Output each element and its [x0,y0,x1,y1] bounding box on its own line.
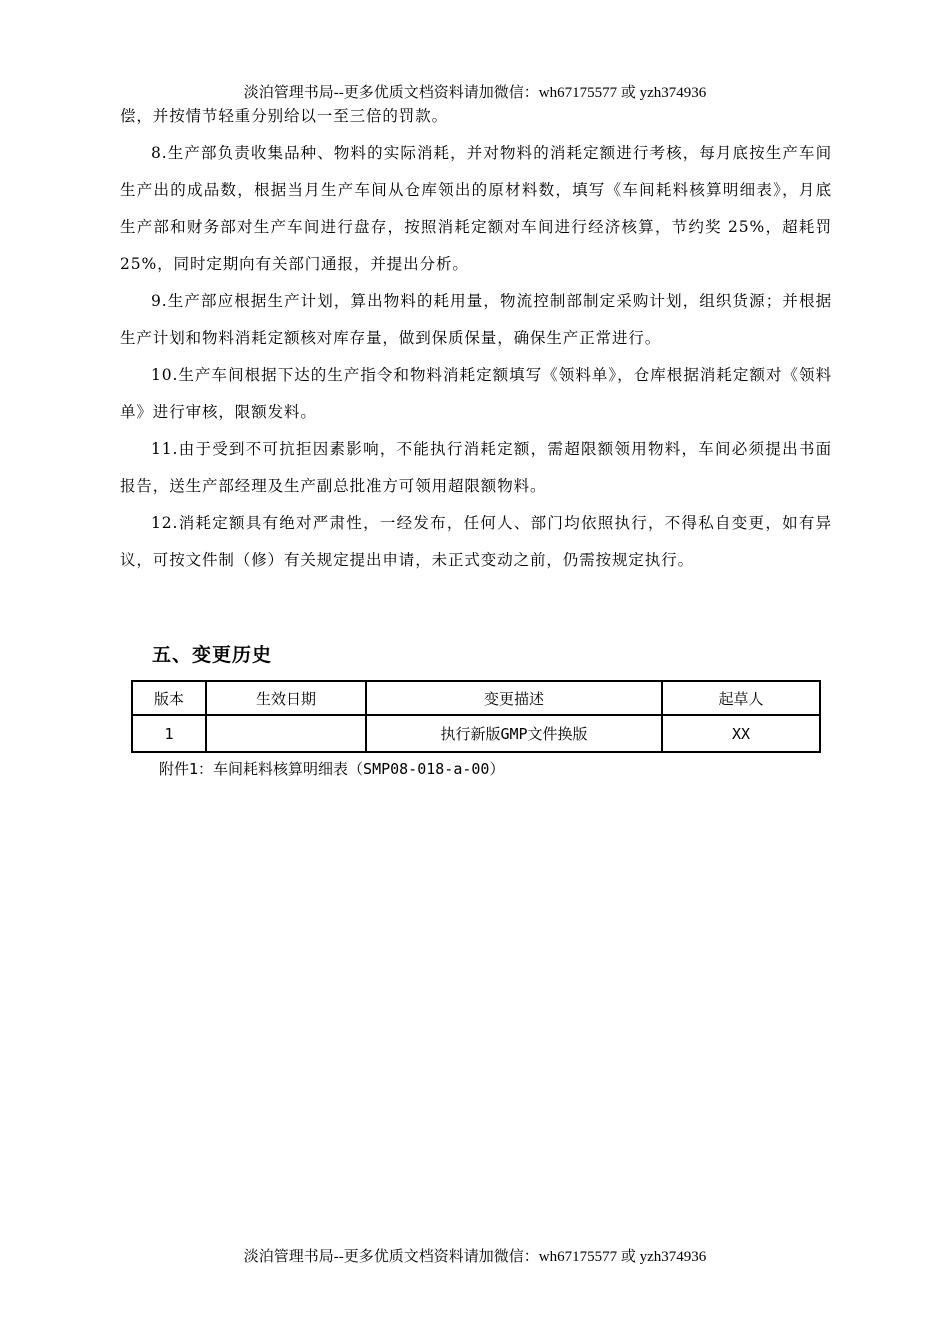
cell-version: 1 [132,715,206,752]
header-version: 版本 [132,681,206,715]
paragraph-item-9: 9.生产部应根据生产计划，算出物料的耗用量，物流控制部制定采购计划，组织货源；并根据生产计划和物料消耗定额核对库存量，做到保质保量，确保生产正常进行。 [120,292,832,347]
cell-change-description: 执行新版GMP文件换版 [366,715,662,752]
header-change-description: 变更描述 [366,681,662,715]
body-text [120,98,832,579]
cell-drafter: XX [662,715,820,752]
paragraph-continuation: 偿，并按情节轻重分别给以一至三倍的罚款。 [120,107,449,125]
change-history-table [131,680,821,753]
paragraph-item-11: 11.由于受到不可抗拒因素影响，不能执行消耗定额，需超限额领用物料，车间必须提出书面报告，送生产部经理及生产副总批准方可领用超限额物料。 [120,440,832,495]
page-footer: 淡泊管理书局--更多优质文档资料请加微信：wh67175577 或 yzh374936 [243,1249,707,1265]
page-header: 淡泊管理书局--更多优质文档资料请加微信：wh67175577 或 yzh374936 [243,85,707,101]
header-effective-date: 生效日期 [206,681,366,715]
header-drafter: 起草人 [662,681,820,715]
table-header-row [132,681,820,715]
section-heading: 五、变更历史 [152,644,273,666]
attachment-note: 附件1：车间耗料核算明细表（SMP08-018-a-00） [159,760,505,778]
paragraph-item-12: 12.消耗定额具有绝对严肃性，一经发布，任何人、部门均依照执行，不得私自变更，如有异议，可按文件制（修）有关规定提出申请，未正式变动之前，仍需按规定执行。 [120,514,832,569]
paragraph-item-8: 8.生产部负责收集品种、物料的实际消耗，并对物料的消耗定额进行考核，每月底按生产车间生产出的成品数，根据当月生产车间从仓库领出的原材料数，填写《车间耗料核算明细表》，月底生产部和财务部对生产车间进行盘存，按照消耗定额对车间进行经济核算，节约奖 25%，超耗罚 25%，同时定期向有关部门通报，并提出分析。 [120,144,832,273]
cell-effective-date [206,715,366,752]
table-row [132,715,820,752]
paragraph-item-10: 10.生产车间根据下达的生产指令和物料消耗定额填写《领料单》，仓库根据消耗定额对《领料单》进行审核，限额发料。 [120,366,832,421]
